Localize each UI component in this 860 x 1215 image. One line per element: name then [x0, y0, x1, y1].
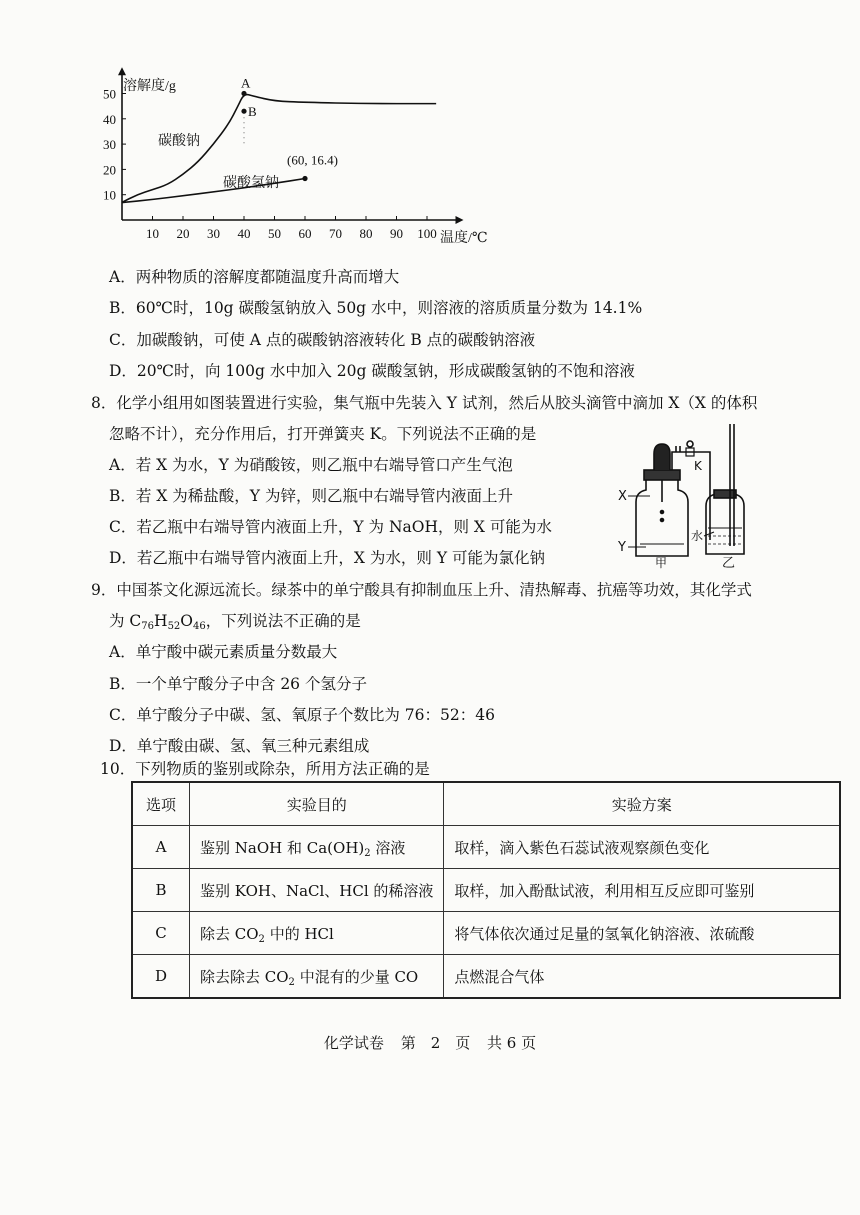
label-jia: 甲 [655, 556, 668, 570]
y-tick-label: 10 [103, 187, 116, 203]
page-footer [0, 1032, 860, 1053]
y-tick-label: 20 [103, 162, 116, 178]
y-axis-label: 溶解度/g [123, 79, 176, 94]
q8-option-d: D．若乙瓶中右端导管内液面上升，X 为水，则 Y 可能为氯化钠 [109, 549, 545, 567]
row-option: D [132, 955, 190, 999]
row-option: C [132, 912, 190, 955]
q8-option-a: A．若 X 为水，Y 为硝酸铵，则乙瓶中右端导管口产生气泡 [109, 456, 513, 474]
header-plan: 实验方案 [444, 782, 840, 826]
row-plan: 将气体依次通过足量的氢氧化钠溶液、浓硫酸 [444, 912, 840, 955]
series-label-sodium-bicarbonate: 碳酸氢钠 [223, 176, 279, 191]
x-tick-label: 80 [359, 226, 373, 241]
bottle-yi [706, 424, 744, 554]
x-tick-label: 100 [417, 226, 437, 241]
footer-total: 共 6 页 [487, 1034, 537, 1052]
table-row [132, 955, 840, 999]
point-label: A [241, 75, 251, 91]
x-tick-label: 40 [237, 226, 251, 241]
apparatus-diagram [606, 420, 756, 570]
x-tick-label: 60 [298, 226, 312, 241]
q9-option-a: A．单宁酸中碳元素质量分数最大 [109, 643, 338, 661]
table-row [132, 826, 840, 869]
solubility-chart [95, 60, 515, 250]
row-purpose: 鉴别 NaOH 和 $Ca(OH)_2$ 溶液 [190, 826, 444, 869]
q10-table [131, 781, 841, 999]
q8-option-b: B．若 X 为稀盐酸，Y 为锌，则乙瓶中右端导管内液面上升 [109, 487, 513, 505]
table-row [132, 912, 840, 955]
footer-page: 第 2 页 [400, 1034, 471, 1052]
row-plan: 取样，加入酚酞试液，利用相互反应即可鉴别 [444, 869, 840, 912]
y-tick-label: 30 [103, 137, 116, 153]
label-y: Y [618, 540, 626, 555]
x-tick-label: 20 [176, 226, 190, 241]
q7-option-c: C．加碳酸钠，可使 A 点的碳酸钠溶液转化 B 点的碳酸钠溶液 [109, 331, 536, 349]
label-water: 水 [691, 529, 704, 543]
row-purpose: 除去除去 $CO_2$ 中混有的少量 CO [190, 955, 444, 999]
x-axis-label: 温度/℃ [440, 231, 488, 246]
q9-option-d: D．单宁酸由碳、氢、氧三种元素组成 [109, 737, 370, 755]
row-plan: 取样，滴入紫色石蕊试液观察颜色变化 [444, 826, 840, 869]
q7-option-a: A．两种物质的溶解度都随温度升高而增大 [109, 268, 400, 286]
series-label-sodium-carbonate: 碳酸钠 [158, 134, 200, 149]
point-label: B [248, 104, 257, 120]
row-option: A [132, 826, 190, 869]
y-tick-label: 50 [103, 86, 116, 102]
q10-stem: 10．下列物质的鉴别或除杂，所用方法正确的是 [100, 760, 430, 778]
row-plan: 点燃混合气体 [444, 955, 840, 999]
footer-subject: 化学试卷 [323, 1034, 384, 1052]
row-option: B [132, 869, 190, 912]
point-marker [241, 91, 246, 96]
x-tick-label: 70 [329, 226, 342, 241]
label-x: X [618, 489, 627, 504]
bottle-jia [636, 444, 688, 556]
row-purpose: 除去 $CO_2$ 中的 HCl [190, 912, 444, 955]
point-label: (60, 16.4) [287, 152, 338, 168]
label-yi: 乙 [722, 556, 736, 570]
header-option: 选项 [132, 782, 190, 826]
y-axis-arrow [118, 67, 126, 75]
chart-marks [241, 76, 338, 182]
x-tick-label: 50 [268, 226, 281, 241]
q8-option-c: C．若乙瓶中右端导管内液面上升，Y 为 NaOH，则 X 可能为水 [109, 518, 552, 536]
point-marker [241, 109, 246, 114]
q8-stem-line1: 8．化学小组用如图装置进行实验，集气瓶中先装入 Y 试剂，然后从胶头滴管中滴加 X（X 的体积 [91, 394, 758, 412]
label-k: K [694, 459, 702, 473]
q9-stem-line2: 为 $C_{76}H_{52}O_{46}$，下列说法不正确的是 [109, 612, 361, 632]
chart-ticks [103, 87, 437, 242]
table-header-row [132, 782, 840, 826]
x-axis-arrow [456, 216, 464, 224]
q9-stem-line1: 9．中国茶文化源远流长。绿茶中的单宁酸具有抑制血压上升、清热解毒、抗癌等功效，其化学式 [91, 581, 752, 599]
x-tick-label: 90 [390, 226, 403, 241]
x-tick-label: 10 [146, 226, 159, 241]
table-row [132, 869, 840, 912]
q9-option-b: B．一个单宁酸分子中含 26 个氢分子 [109, 675, 367, 693]
q8-stem-line2: 忽略不计），充分作用后，打开弹簧夹 K。下列说法不正确的是 [109, 425, 537, 443]
q9-option-c: C．单宁酸分子中碳、氢、氧原子个数比为 76：52：46 [109, 706, 495, 724]
row-purpose: 鉴别 KOH、NaCl、HCl 的稀溶液 [190, 869, 444, 912]
y-tick-label: 40 [103, 111, 116, 127]
q7-option-b: B．60℃时，10g 碳酸氢钠放入 50g 水中，则溶液的溶质质量分数为 14.1% [109, 299, 643, 317]
header-purpose: 实验目的 [190, 782, 444, 826]
q7-option-d: D．20℃时，向 100g 水中加入 20g 碳酸氢钠，形成碳酸氢钠的不饱和溶液 [109, 362, 635, 380]
x-tick-label: 30 [207, 226, 220, 241]
point-marker [302, 176, 307, 181]
